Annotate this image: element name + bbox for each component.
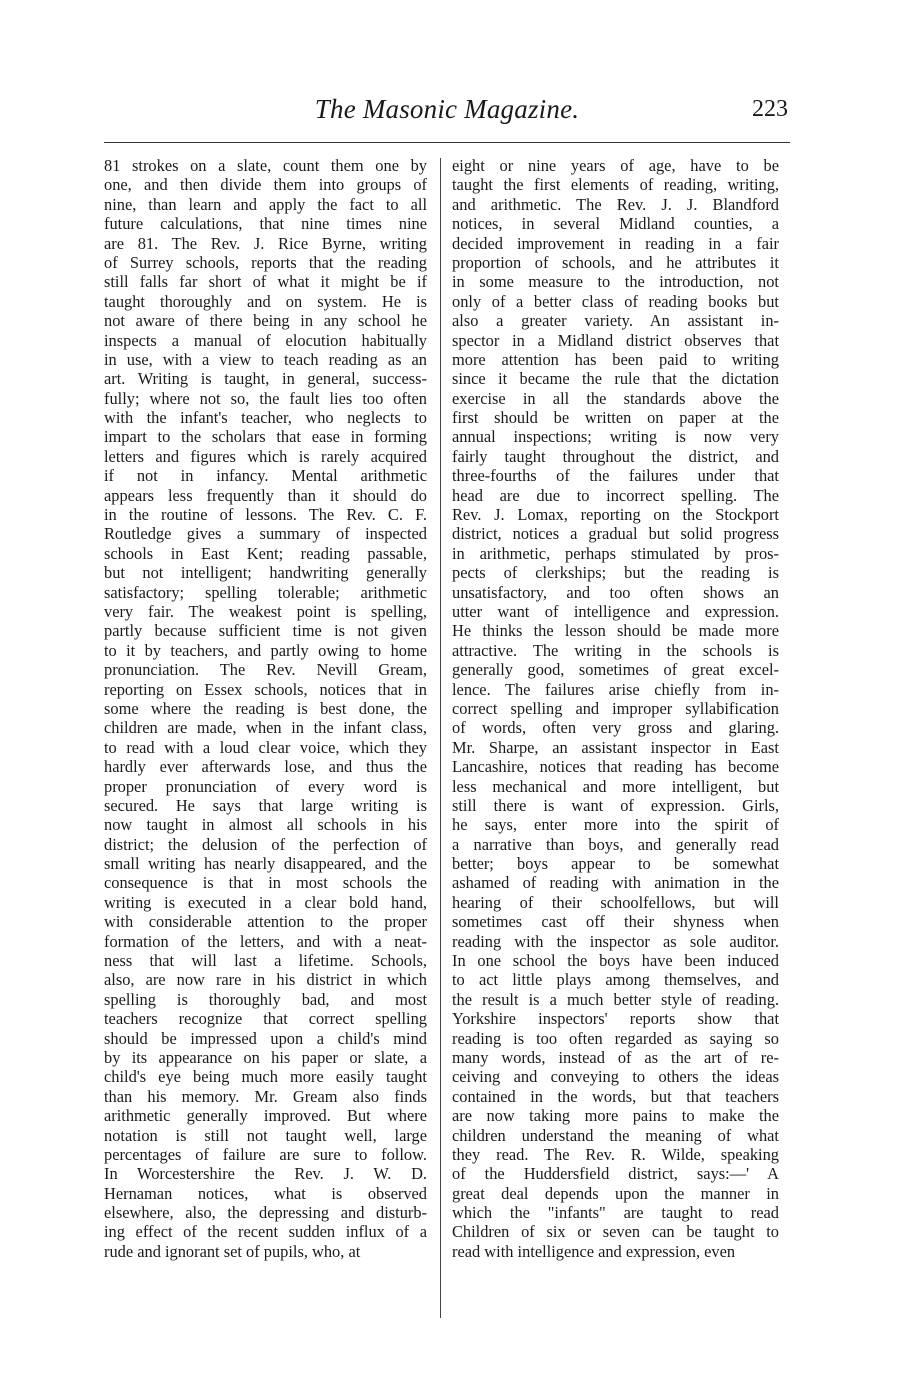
text-line: hardly ever afterwards lose, and thus the [104, 757, 427, 777]
text-line: consequence is that in most schools the [104, 873, 427, 893]
text-line: reading is too often regarded as saying so [452, 1028, 779, 1048]
text-line: pects of clerkships; but the reading is [452, 563, 779, 583]
text-line: now taught in almost all schools in his [104, 815, 427, 835]
text-line: Rev. J. Lomax, reporting on the Stockport [452, 505, 779, 525]
text-line: art. Writing is taught, in general, success- [104, 369, 427, 389]
text-line: in arithmetic, perhaps stimulated by pros- [452, 543, 779, 563]
text-line: reporting on Essex schools, notices that in [104, 679, 427, 699]
text-line: Mr. Sharpe, an assistant inspector in East [452, 737, 779, 757]
text-line: only of a better class of reading books but [452, 291, 779, 311]
text-line: attractive. The writing in the schools is [452, 640, 779, 660]
text-line: to act little plays among themselves, and [452, 970, 779, 990]
text-line: letters and figures which is rarely acquired [104, 446, 427, 466]
text-line: future calculations, that nine times nine [104, 214, 427, 234]
text-line: are now taking more pains to make the [452, 1106, 779, 1126]
text-line: formation of the letters, and with a neat- [104, 931, 427, 951]
text-line: by its appearance on his paper or slate, a [104, 1047, 427, 1067]
text-line: arithmetic generally improved. But where [104, 1106, 427, 1126]
text-line: still there is want of expression. Girls, [452, 795, 779, 815]
text-line: hearing of their schoolfellows, but will [452, 892, 779, 912]
column-divider [440, 158, 441, 1318]
text-line: annual inspections; writing is now very [452, 427, 779, 447]
text-line: one, and then divide them into groups of [104, 175, 427, 195]
text-line: also a greater variety. An assistant in- [452, 311, 779, 331]
text-line: partly because sufficient time is not given [104, 621, 427, 641]
text-line: eight or nine years of age, have to be [452, 156, 779, 175]
text-line: utter want of intelligence and expression. [452, 601, 779, 621]
text-line: of Surrey schools, reports that the reading [104, 252, 427, 272]
text-line: unsatisfactory, and too often shows an [452, 582, 779, 602]
text-line: fairly taught throughout the district, and [452, 446, 779, 466]
text-line: first should be written on paper at the [452, 408, 779, 428]
text-line: still falls far short of what it might be if [104, 272, 427, 292]
text-line: ashamed of reading with animation in the [452, 873, 779, 893]
text-line: notation is still not taught well, large [104, 1125, 427, 1145]
text-line: notices, in several Midland counties, a [452, 214, 779, 234]
text-line: read with intelligence and expression, even [452, 1241, 736, 1261]
text-line: teachers recognize that correct spelling [104, 1009, 427, 1029]
text-line: are 81. The Rev. J. Rice Byrne, writing [104, 233, 427, 253]
text-line: in the routine of lessons. The Rev. C. F. [104, 505, 427, 525]
text-line: with the infant's teacher, who neglects to [104, 408, 427, 428]
text-line: pronunciation. The Rev. Nevill Gream, [104, 660, 427, 680]
running-head [104, 94, 790, 134]
text-line: schools in East Kent; reading passable, [104, 543, 427, 563]
text-line: generally good, sometimes of great excel- [452, 660, 779, 680]
text-line: but not intelligent; handwriting generally [104, 563, 427, 583]
text-line: very fair. The weakest point is spelling, [104, 601, 427, 621]
text-line: In one school the boys have been induced [452, 951, 779, 971]
text-line: some where the reading is best done, the [104, 698, 427, 718]
text-line: a narrative than boys, and generally read [452, 834, 779, 854]
text-line: spector in a Midland district observes that [452, 330, 779, 350]
text-line: of words, often very gross and glaring. [452, 718, 779, 738]
text-line: impart to the scholars that ease in forming [104, 427, 427, 447]
text-line: rude and ignorant set of pupils, who, at [104, 1241, 361, 1261]
text-line: appears less frequently than it should do [104, 485, 427, 505]
text-line: elsewhere, also, the depressing and disturb- [104, 1203, 427, 1223]
text-line: inspects a manual of elocution habitually [104, 330, 427, 350]
text-line: which the "infants" are taught to read [452, 1203, 779, 1223]
text-line: ceiving and conveying to others the ideas [452, 1067, 779, 1087]
text-line: Hernaman notices, what is observed [104, 1183, 427, 1203]
text-line: children are made, when in the infant class, [104, 718, 427, 738]
text-line: they read. The Rev. R. Wilde, speaking [452, 1144, 779, 1164]
text-line: reading with the inspector as sole auditor. [452, 931, 779, 951]
text-line: lence. The failures arise chiefly from in- [452, 679, 779, 699]
text-line: taught thoroughly and on system. He is [104, 291, 427, 311]
text-line: three-fourths of the failures under that [452, 466, 779, 486]
text-line: great deal depends upon the manner in [452, 1183, 779, 1203]
text-line: fully; where not so, the fault lies too often [104, 388, 427, 408]
text-line: and arithmetic. The Rev. J. J. Blandford [452, 194, 779, 214]
page-title: The Masonic Magazine. [314, 94, 580, 124]
text-line: secured. He says that large writing is [104, 795, 427, 815]
text-line: ing effect of the recent sudden influx of a [104, 1222, 427, 1242]
text-line: decided improvement in reading in a fair [452, 233, 779, 253]
text-line: he says, enter more into the spirit of [452, 815, 779, 835]
text-line: the result is a much better style of reading. [452, 989, 779, 1009]
text-line: better; boys appear to be somewhat [452, 854, 779, 874]
text-line: spelling is thoroughly bad, and most [104, 989, 427, 1009]
text-line: head are due to incorrect spelling. The [452, 485, 779, 505]
text-line: Yorkshire inspectors' reports show that [452, 1009, 779, 1029]
text-line: Routledge gives a summary of inspected [104, 524, 427, 544]
text-line: correct spelling and improper syllabification [452, 698, 779, 718]
text-line: proper pronunciation of every word is [104, 776, 427, 796]
text-line: ness that will last a lifetime. Schools, [104, 951, 427, 971]
text-line: since it became the rule that the dictation [452, 369, 779, 389]
left-column [104, 156, 427, 1261]
text-line: district, notices a gradual but solid progress [452, 524, 779, 544]
text-line: than his memory. Mr. Gream also finds [104, 1086, 427, 1106]
text-line: more attention has been paid to writing [452, 349, 779, 369]
text-line: nine, than learn and apply the fact to all [104, 194, 427, 214]
text-line: also, are now rare in his district in which [104, 970, 427, 990]
text-line: Lancashire, notices that reading has become [452, 757, 779, 777]
text-line: in use, with a view to teach reading as an [104, 349, 427, 369]
text-line: not aware of there being in any school he [104, 311, 427, 331]
right-column [452, 156, 779, 1261]
text-line: children understand the meaning of what [452, 1125, 779, 1145]
text-line: child's eye being much more easily taught [104, 1067, 427, 1087]
text-line: with considerable attention to the proper [104, 912, 427, 932]
text-line: percentages of failure are sure to follow. [104, 1144, 427, 1164]
text-line: less mechanical and more intelligent, but [452, 776, 779, 796]
text-line: Children of six or seven can be taught to [452, 1222, 779, 1242]
text-line: satisfactory; spelling tolerable; arithmetic [104, 582, 427, 602]
text-line: small writing has nearly disappeared, and the [104, 854, 427, 874]
text-line: district; the delusion of the perfection of [104, 834, 427, 854]
text-line: writing is executed in a clear bold hand, [104, 892, 427, 912]
text-line: to it by teachers, and partly owing to home [104, 640, 427, 660]
page-number: 223 [752, 96, 788, 122]
text-line: to read with a loud clear voice, which they [104, 737, 427, 757]
text-line: He thinks the lesson should be made more [452, 621, 779, 641]
text-line: contained in the words, but that teachers [452, 1086, 779, 1106]
text-line: 81 strokes on a slate, count them one by [104, 156, 427, 175]
text-line: exercise in all the standards above the [452, 388, 779, 408]
text-line: should be impressed upon a child's mind [104, 1028, 427, 1048]
text-line: taught the first elements of reading, writing, [452, 175, 779, 195]
text-line: if not in infancy. Mental arithmetic [104, 466, 427, 486]
text-line: many words, instead of as the art of re- [452, 1047, 779, 1067]
text-line: of the Huddersfield district, says:—' A [452, 1164, 779, 1184]
header-rule [104, 142, 790, 143]
text-line: In Worcestershire the Rev. J. W. D. [104, 1164, 427, 1184]
text-line: in some measure to the introduction, not [452, 272, 779, 292]
text-line: proportion of schools, and he attributes it [452, 252, 779, 272]
text-line: sometimes cast off their shyness when [452, 912, 779, 932]
